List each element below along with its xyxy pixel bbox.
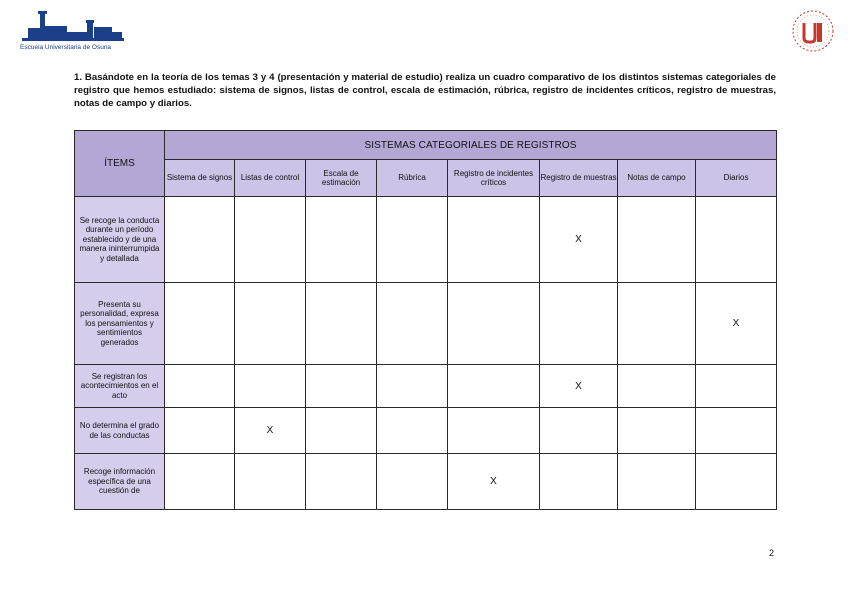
table-cell [377,408,448,454]
row-label: No determina el grado de las conductas [75,408,165,454]
table-cell [306,283,377,365]
table-cell [696,408,777,454]
table-cell [306,408,377,454]
table-cell [165,283,235,365]
column-header: Registro de incidentes críticos [448,160,540,197]
items-header: ÍTEMS [75,131,165,197]
column-header: Sistema de signos [165,160,235,197]
table-cell [377,454,448,510]
table-cell [540,408,618,454]
table-cell: X [696,283,777,365]
table-cell [165,365,235,408]
table-cell [618,197,696,283]
table-cell [235,197,306,283]
column-header: Diarios [696,160,777,197]
row-label: Se recoge la conducta durante un período establecido y de una manera ininterrumpida y detallada [75,197,165,283]
table-cell [540,283,618,365]
column-header: Rúbrica [377,160,448,197]
table-cell [377,197,448,283]
column-header: Registro de muestras [540,160,618,197]
column-header: Listas de control [235,160,306,197]
table-cell [235,283,306,365]
table-cell [165,197,235,283]
school-logo-caption: Escuela Universitaria de Osuna [20,44,112,51]
table-cell [377,283,448,365]
table-cell [377,365,448,408]
table-row [75,365,777,408]
table-cell [306,454,377,510]
table-cell [618,283,696,365]
row-label: Presenta su personalidad, expresa los pensamientos y sentimientos generados [75,283,165,365]
table-cell [618,365,696,408]
table-cell [540,454,618,510]
column-header: Notas de campo [618,160,696,197]
table-cell: X [540,197,618,283]
table-cell [165,454,235,510]
osuna-skyline-icon [20,8,140,44]
table-cell: X [448,454,540,510]
table-row [75,197,777,283]
group-header: SISTEMAS CATEGORIALES DE REGISTROS [165,131,777,160]
school-logo [20,8,140,54]
row-label: Se registran los acontecimientos en el acto [75,365,165,408]
table-cell: X [235,408,306,454]
table-cell [448,365,540,408]
comparison-table [74,130,777,510]
table-cell [696,365,777,408]
table-row [75,454,777,510]
question-text: 1. Basándote en la teoría de los temas 3 y 4 (presentación y material de estudio) realiza un cuadro comparativo de los distintos sistemas categoriales de registro que hemos estudiado: sistema de signos, listas de control, escala de estimación, rúbrica, registro de incidentes críticos, registro de muestras, notas de campo y diarios. [74,72,776,109]
table-cell [235,365,306,408]
table-cell [448,283,540,365]
table-cell: X [540,365,618,408]
university-seal [790,8,836,54]
page-number: 2 [769,548,775,558]
table-cell [235,454,306,510]
table-cell [448,197,540,283]
university-seal-icon [790,8,836,54]
column-header: Escala de estimación [306,160,377,197]
table-cell [165,408,235,454]
table-cell [448,408,540,454]
table-cell [618,408,696,454]
table-cell [306,365,377,408]
table-cell [306,197,377,283]
table-cell [696,197,777,283]
table-row [75,283,777,365]
row-label: Recoge información específica de una cuestión de [75,454,165,510]
table-cell [618,454,696,510]
table-cell [696,454,777,510]
table-row [75,408,777,454]
